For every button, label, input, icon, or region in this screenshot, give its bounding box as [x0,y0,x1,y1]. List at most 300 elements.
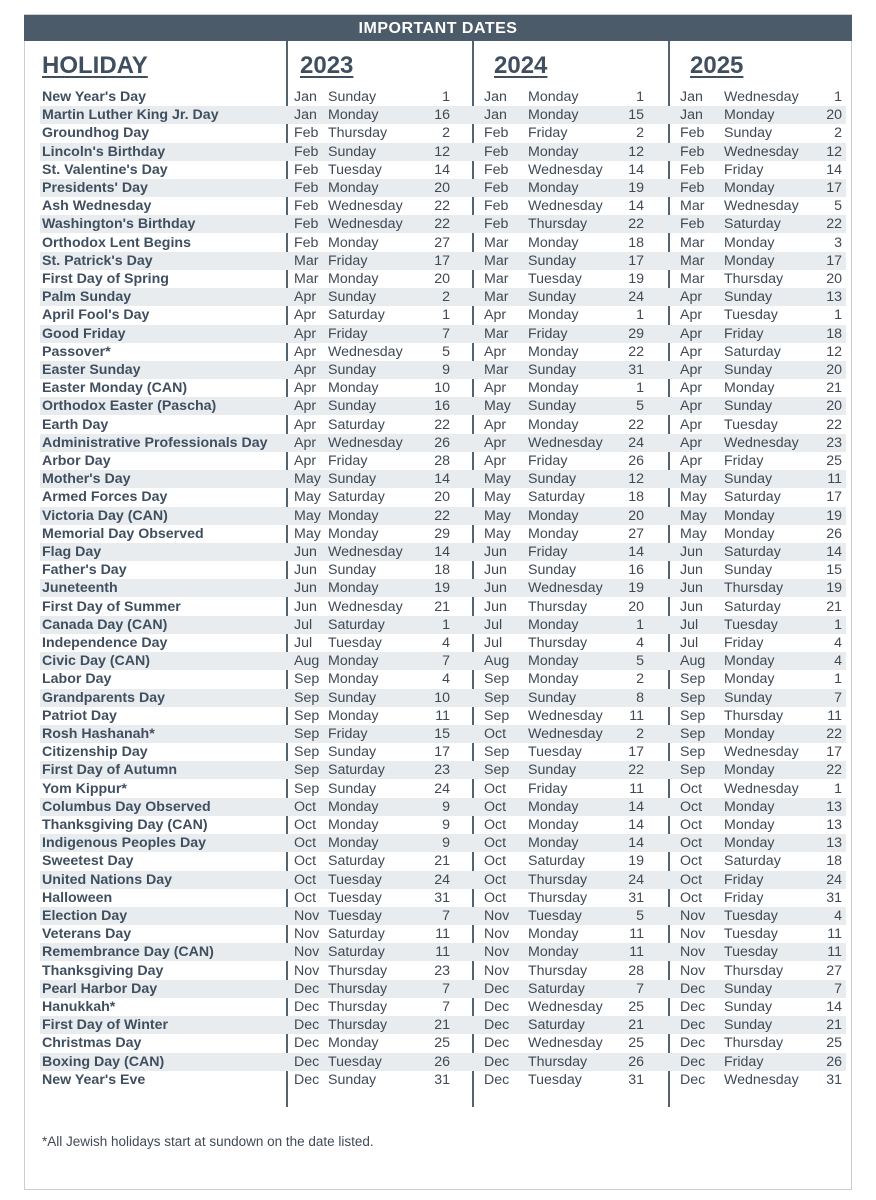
weekday-2025: Thursday [724,580,784,597]
weekday-2023: Saturday [328,616,385,633]
month-2023: Feb [294,180,319,196]
holiday-name: Washington's Birthday [42,216,196,233]
weekday-2023: Sunday [328,471,377,488]
day-2024: 18 [628,234,644,251]
month-2024: Jan [484,107,507,124]
holiday-name: Canada Day (CAN) [42,616,168,633]
day-2023: 14 [434,161,450,178]
month-2024: Jun [484,562,507,579]
holiday-name: Rosh Hashanah* [42,726,155,742]
month-2024: Jul [484,616,503,633]
day-2023: 20 [434,271,450,287]
weekday-2024: Thursday [528,216,588,233]
day-2025: 17 [826,489,842,506]
weekday-2024: Friday [528,544,568,560]
day-2024: 24 [628,289,644,306]
weekday-2023: Monday [328,671,379,688]
weekday-2025: Friday [724,635,764,651]
weekday-2025: Monday [724,380,775,397]
table-row [0,488,876,506]
month-2025: Mar [680,271,705,287]
day-2023: 9 [442,835,450,852]
day-2024: 25 [628,1035,644,1052]
weekday-2024: Monday [528,653,579,670]
month-2025: May [680,471,707,488]
holiday-name: Labor Day [42,671,112,688]
header-year-2025: 2025 [690,52,744,79]
month-2024: Oct [484,871,507,888]
weekday-2023: Saturday [328,416,385,433]
weekday-2025: Sunday [724,398,773,415]
holiday-name: Father's Day [42,562,127,579]
month-2025: Jun [680,544,703,560]
month-2024: Feb [484,143,509,160]
month-2024: Dec [484,1017,510,1034]
weekday-2024: Monday [528,671,579,688]
table-row [0,834,876,852]
day-2025: 31 [826,1071,842,1088]
day-2023: 22 [434,216,450,233]
table-row [0,561,876,579]
weekday-2025: Friday [724,889,764,906]
month-2023: Dec [294,1035,320,1052]
day-2025: 27 [826,962,842,979]
day-2025: 1 [834,89,842,105]
day-2023: 10 [434,689,450,706]
holiday-name: Boxing Day (CAN) [42,1053,165,1070]
weekday-2023: Wednesday [328,343,403,360]
day-2025: 13 [826,817,842,833]
month-2024: May [484,489,511,506]
holiday-name: Hanukkah* [42,999,116,1015]
month-2024: Feb [484,180,509,196]
month-2023: Sep [294,671,320,688]
header-year-2023: 2023 [300,52,354,79]
weekday-2025: Tuesday [724,307,778,324]
weekday-2025: Wednesday [724,198,799,215]
day-2025: 14 [826,999,842,1015]
day-2024: 19 [628,180,644,196]
day-2023: 12 [434,143,450,160]
month-2024: Apr [484,416,507,433]
day-2024: 19 [628,853,644,870]
day-2024: 24 [628,434,644,451]
holiday-name: Grandparents Day [42,689,165,706]
month-2023: Feb [294,143,319,160]
day-2024: 8 [636,689,644,706]
month-2024: Mar [484,252,509,269]
month-2025: Jun [680,598,703,615]
day-2023: 17 [434,252,450,269]
holiday-name: Orthodox Lent Begins [42,234,191,251]
holiday-name: Citizenship Day [42,744,148,761]
table-row [0,379,876,397]
table-row [0,143,876,161]
month-2023: Feb [294,125,319,142]
holiday-name: Mother's Day [42,471,131,488]
weekday-2023: Friday [328,325,368,342]
holiday-name: Yom Kippur* [42,780,127,797]
weekday-2023: Monday [328,507,379,524]
day-2024: 19 [628,580,644,597]
day-2023: 31 [434,889,450,906]
weekday-2024: Monday [528,107,579,124]
month-2025: Nov [680,908,706,924]
table-row [0,634,876,652]
holiday-name: Administrative Professionals Day [42,434,268,451]
month-2023: Sep [294,780,320,797]
day-2024: 12 [628,471,644,488]
day-2025: 31 [826,889,842,906]
month-2025: Mar [680,234,705,251]
month-2023: Nov [294,908,320,924]
table-row [0,543,876,561]
month-2023: Oct [294,817,317,833]
weekday-2024: Wednesday [528,434,603,451]
month-2024: Jul [484,635,503,651]
holiday-name: Earth Day [42,416,109,433]
table-row [0,1016,876,1034]
month-2025: Jul [680,616,699,633]
weekday-2023: Saturday [328,762,385,779]
weekday-2023: Saturday [328,853,385,870]
weekday-2024: Monday [528,507,579,524]
holiday-name: Christmas Day [42,1035,142,1052]
day-2025: 15 [826,562,842,579]
footnote: *All Jewish holidays start at sundown on the date listed. [42,1134,374,1149]
weekday-2023: Wednesday [328,216,403,233]
day-2025: 11 [827,471,842,488]
day-2025: 17 [826,744,842,761]
day-2024: 5 [636,653,644,670]
day-2023: 11 [435,707,450,724]
day-2024: 14 [628,544,644,560]
day-2023: 7 [442,653,450,670]
weekday-2024: Monday [528,380,579,397]
month-2024: Jun [484,598,507,615]
month-2024: Feb [484,216,509,233]
weekday-2025: Wednesday [724,780,799,797]
day-2023: 4 [442,671,450,688]
month-2025: May [680,507,707,524]
month-2025: Oct [680,871,703,888]
table-row [0,1053,876,1071]
holiday-name: Easter Monday (CAN) [42,380,188,397]
day-2023: 20 [434,180,450,196]
table-row [0,816,876,834]
day-2024: 22 [628,416,644,433]
day-2025: 12 [826,143,842,160]
weekday-2025: Saturday [724,853,781,870]
holiday-name: Palm Sunday [42,289,132,306]
holiday-name: United Nations Day [42,871,173,888]
month-2025: Feb [680,125,705,142]
holiday-name: Juneteenth [42,580,118,597]
holiday-name: First Day of Spring [42,271,169,287]
day-2025: 17 [826,180,842,196]
month-2023: Dec [294,1053,320,1070]
weekday-2025: Sunday [724,689,773,706]
weekday-2024: Tuesday [528,908,582,924]
month-2024: Oct [484,835,507,852]
day-2024: 29 [628,325,644,342]
month-2024: Nov [484,944,510,961]
month-2024: Sep [484,671,510,688]
weekday-2024: Monday [528,798,579,815]
table-row [0,889,876,907]
month-2025: Dec [680,980,706,997]
table-row [0,106,876,124]
month-2024: Oct [484,889,507,906]
weekday-2024: Monday [528,525,579,542]
day-2023: 7 [442,999,450,1015]
month-2025: Dec [680,1035,706,1052]
month-2025: Apr [680,325,703,342]
day-2025: 19 [826,507,842,524]
day-2025: 11 [827,707,842,724]
weekday-2024: Wednesday [528,198,603,215]
month-2024: Apr [484,380,507,397]
weekday-2025: Thursday [724,1035,784,1052]
month-2023: Jun [294,580,317,597]
day-2023: 5 [442,343,450,360]
month-2024: Jun [484,580,507,597]
table-row [0,270,876,288]
day-2025: 1 [834,671,842,688]
weekday-2024: Wednesday [528,726,603,742]
weekday-2023: Tuesday [328,1053,382,1070]
month-2023: May [294,525,321,542]
table-row [0,725,876,743]
weekday-2025: Monday [724,798,775,815]
holiday-name: Thanksgiving Day (CAN) [42,817,208,833]
table-row [0,306,876,324]
month-2024: Mar [484,325,509,342]
month-2024: Sep [484,762,510,779]
day-2024: 18 [628,489,644,506]
day-2023: 9 [442,798,450,815]
day-2024: 1 [636,307,644,324]
holiday-name: St. Patrick's Day [42,252,153,269]
weekday-2025: Thursday [724,271,784,287]
weekday-2025: Monday [724,653,775,670]
day-2023: 19 [434,580,450,597]
month-2023: Apr [294,398,317,415]
day-2023: 4 [442,635,450,651]
table-row [0,780,876,798]
holiday-name: Easter Sunday [42,362,141,378]
month-2025: Sep [680,726,706,742]
day-2024: 17 [628,744,644,761]
month-2024: Feb [484,161,509,178]
weekday-2023: Thursday [328,962,388,979]
day-2025: 4 [834,635,842,651]
month-2025: Oct [680,798,703,815]
day-2025: 20 [826,107,842,124]
holiday-name: Presidents' Day [42,180,148,196]
month-2024: Mar [484,362,509,378]
weekday-2023: Saturday [328,307,385,324]
day-2024: 5 [636,908,644,924]
table-row [0,161,876,179]
day-2025: 23 [826,434,842,451]
day-2025: 13 [826,798,842,815]
month-2024: Dec [484,980,510,997]
weekday-2025: Tuesday [724,416,778,433]
day-2024: 24 [628,871,644,888]
weekday-2023: Sunday [328,562,377,579]
month-2023: Apr [294,380,317,397]
weekday-2025: Sunday [724,999,773,1015]
weekday-2023: Sunday [328,89,377,105]
weekday-2025: Monday [724,817,775,833]
weekday-2023: Saturday [328,944,385,961]
weekday-2025: Monday [724,234,775,251]
weekday-2025: Sunday [724,562,773,579]
weekday-2023: Tuesday [328,635,382,651]
holiday-name: Columbus Day Observed [42,798,211,815]
day-2023: 31 [434,1071,450,1088]
month-2023: May [294,471,321,488]
day-2024: 17 [628,252,644,269]
day-2023: 9 [442,362,450,378]
day-2024: 1 [636,616,644,633]
weekday-2024: Friday [528,453,568,469]
weekday-2024: Thursday [528,635,588,651]
holiday-name: Sweetest Day [42,853,134,870]
holiday-name: Veterans Day [42,926,132,943]
weekday-2025: Saturday [724,489,781,506]
weekday-2023: Tuesday [328,889,382,906]
month-2024: Dec [484,1035,510,1052]
day-2023: 29 [434,525,450,542]
weekday-2024: Sunday [528,398,577,415]
weekday-2023: Sunday [328,744,377,761]
weekday-2024: Thursday [528,598,588,615]
weekday-2025: Monday [724,525,775,542]
day-2024: 26 [628,453,644,469]
month-2023: Dec [294,1017,320,1034]
month-2024: Mar [484,234,509,251]
weekday-2023: Monday [328,107,379,124]
day-2024: 14 [628,817,644,833]
month-2024: May [484,525,511,542]
month-2023: Apr [294,289,317,306]
month-2023: Nov [294,962,320,979]
weekday-2025: Friday [724,453,764,469]
table-row [0,88,876,106]
weekday-2023: Saturday [328,926,385,943]
month-2023: Nov [294,926,320,943]
month-2024: Feb [484,125,509,142]
table-row [0,397,876,415]
holiday-name: Martin Luther King Jr. Day [42,107,219,124]
month-2025: Jan [680,107,703,124]
day-2025: 13 [826,289,842,306]
day-2023: 2 [442,125,450,142]
day-2023: 1 [442,616,450,633]
day-2023: 1 [442,307,450,324]
month-2023: Feb [294,216,319,233]
holiday-name: Civic Day (CAN) [42,653,151,670]
weekday-2025: Monday [724,726,775,742]
day-2024: 19 [628,271,644,287]
weekday-2023: Tuesday [328,908,382,924]
holiday-name: Thanksgiving Day [42,962,164,979]
month-2023: Feb [294,198,319,215]
table-row [0,325,876,343]
weekday-2023: Monday [328,707,379,724]
month-2023: Dec [294,980,320,997]
day-2024: 2 [636,671,644,688]
month-2024: Nov [484,962,510,979]
table-row [0,907,876,925]
month-2024: Mar [484,271,509,287]
day-2025: 21 [826,380,842,397]
day-2023: 15 [434,726,450,742]
day-2023: 16 [434,107,450,124]
month-2025: Mar [680,198,705,215]
day-2025: 18 [826,325,842,342]
day-2024: 7 [636,980,644,997]
day-2023: 18 [434,562,450,579]
day-2024: 21 [628,1017,644,1034]
weekday-2023: Monday [328,798,379,815]
month-2023: Nov [294,944,320,961]
day-2024: 2 [636,726,644,742]
day-2023: 22 [434,198,450,215]
day-2024: 27 [628,525,644,542]
day-2024: 11 [629,780,644,797]
month-2024: Dec [484,1071,510,1088]
month-2023: Jun [294,598,317,615]
weekday-2024: Sunday [528,289,577,306]
day-2025: 26 [826,1053,842,1070]
day-2023: 21 [434,598,450,615]
weekday-2025: Friday [724,871,764,888]
holiday-name: First Day of Summer [42,598,181,615]
month-2025: Sep [680,707,706,724]
month-2025: Apr [680,307,703,324]
weekday-2023: Sunday [328,689,377,706]
table-row [0,507,876,525]
weekday-2024: Sunday [528,362,577,378]
month-2025: Sep [680,671,706,688]
holiday-name: April Fool's Day [42,307,150,324]
table-row [0,761,876,779]
month-2024: May [484,471,511,488]
weekday-2025: Thursday [724,707,784,724]
day-2024: 28 [628,962,644,979]
weekday-2025: Friday [724,1053,764,1070]
weekday-2023: Thursday [328,980,388,997]
month-2024: Oct [484,853,507,870]
header-year-2024: 2024 [494,52,548,79]
weekday-2025: Sunday [724,362,773,378]
weekday-2024: Saturday [528,980,585,997]
day-2024: 14 [628,198,644,215]
day-2025: 4 [834,908,842,924]
weekday-2025: Saturday [724,598,781,615]
table-row [0,416,876,434]
day-2023: 1 [442,89,450,105]
weekday-2024: Sunday [528,252,577,269]
day-2023: 23 [434,962,450,979]
month-2025: Jun [680,580,703,597]
month-2023: Jul [294,616,313,633]
month-2023: Sep [294,762,320,779]
month-2023: Sep [294,707,320,724]
